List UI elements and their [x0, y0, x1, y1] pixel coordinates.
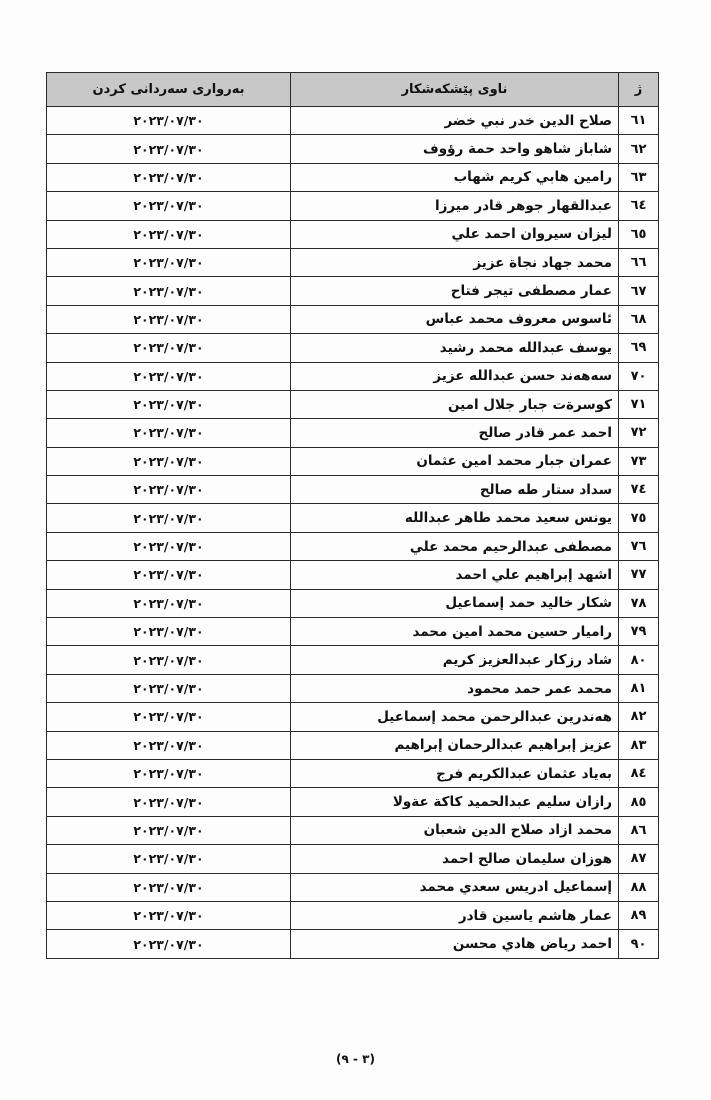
row-number: ٦٣	[619, 163, 659, 191]
row-number: ٨٥	[619, 788, 659, 816]
row-number: ٨٢	[619, 703, 659, 731]
row-number: ٨٩	[619, 901, 659, 929]
applicant-name: عبدالقهار جوهر قادر ميرزا	[291, 192, 619, 220]
visit-date: ٢٠٢٣/٠٧/٣٠	[47, 788, 291, 816]
row-number: ٦١	[619, 107, 659, 135]
table-row	[47, 163, 659, 191]
table-row	[47, 532, 659, 560]
visit-date: ٢٠٢٣/٠٧/٣٠	[47, 305, 291, 333]
row-number: ٧١	[619, 390, 659, 418]
visit-date: ٢٠٢٣/٠٧/٣٠	[47, 703, 291, 731]
visit-date: ٢٠٢٣/٠٧/٣٠	[47, 504, 291, 532]
table-row	[47, 646, 659, 674]
visit-date: ٢٠٢٣/٠٧/٣٠	[47, 248, 291, 276]
table-row	[47, 901, 659, 929]
header-number: ژ	[619, 73, 659, 107]
table-row	[47, 873, 659, 901]
table-row	[47, 674, 659, 702]
visit-date: ٢٠٢٣/٠٧/٣٠	[47, 646, 291, 674]
visit-date: ٢٠٢٣/٠٧/٣٠	[47, 731, 291, 759]
applicant-name: عمار هاشم ياسين قادر	[291, 901, 619, 929]
applicant-name: مصطفى عبدالرحيم محمد علي	[291, 532, 619, 560]
row-number: ٨١	[619, 674, 659, 702]
row-number: ٦٩	[619, 334, 659, 362]
visit-date: ٢٠٢٣/٠٧/٣٠	[47, 476, 291, 504]
visit-date: ٢٠٢٣/٠٧/٣٠	[47, 419, 291, 447]
visit-date: ٢٠٢٣/٠٧/٣٠	[47, 220, 291, 248]
applicant-name: عمار مصطفى تيجر فتاح	[291, 277, 619, 305]
applicant-name: إسماعيل ادريس سعدي محمد	[291, 873, 619, 901]
visit-date: ٢٠٢٣/٠٧/٣٠	[47, 873, 291, 901]
row-number: ٦٧	[619, 277, 659, 305]
row-number: ٦٥	[619, 220, 659, 248]
table-row	[47, 220, 659, 248]
applicant-name: ئاسوس معروف محمد عباس	[291, 305, 619, 333]
row-number: ٨٨	[619, 873, 659, 901]
visit-date: ٢٠٢٣/٠٧/٣٠	[47, 362, 291, 390]
visit-date: ٢٠٢٣/٠٧/٣٠	[47, 816, 291, 844]
table-row	[47, 703, 659, 731]
applicant-name: يونس سعيد محمد طاهر عبدالله	[291, 504, 619, 532]
table-header-row	[47, 73, 659, 107]
table-row	[47, 504, 659, 532]
applicant-name: محمد عمر حمد محمود	[291, 674, 619, 702]
applicant-name: سەهەند حسن عبدالله عزيز	[291, 362, 619, 390]
row-number: ٨٦	[619, 816, 659, 844]
visit-date: ٢٠٢٣/٠٧/٣٠	[47, 618, 291, 646]
visit-date: ٢٠٢٣/٠٧/٣٠	[47, 845, 291, 873]
visit-date: ٢٠٢٣/٠٧/٣٠	[47, 901, 291, 929]
header-applicant-name: ناوی پێشکەشکار	[291, 73, 619, 107]
applicant-name: احمد رياض هادي محسن	[291, 930, 619, 958]
applicant-name: شاد رزكار عبدالعزيز كريم	[291, 646, 619, 674]
visit-date: ٢٠٢٣/٠٧/٣٠	[47, 135, 291, 163]
visit-date: ٢٠٢٣/٠٧/٣٠	[47, 163, 291, 191]
table-row	[47, 845, 659, 873]
applicant-name: اشهد إبراهيم علي احمد	[291, 561, 619, 589]
table-row	[47, 930, 659, 958]
applicant-name: عمران جبار محمد امين عثمان	[291, 447, 619, 475]
visit-date: ٢٠٢٣/٠٧/٣٠	[47, 277, 291, 305]
visit-date: ٢٠٢٣/٠٧/٣٠	[47, 192, 291, 220]
applicant-name: هوزان سليمان صالح احمد	[291, 845, 619, 873]
visit-date: ٢٠٢٣/٠٧/٣٠	[47, 107, 291, 135]
table-row	[47, 305, 659, 333]
row-number: ٦٢	[619, 135, 659, 163]
table-row	[47, 618, 659, 646]
applicant-name: شاباز شاهو واحد حمة رؤوف	[291, 135, 619, 163]
row-number: ٨٣	[619, 731, 659, 759]
visit-date: ٢٠٢٣/٠٧/٣٠	[47, 589, 291, 617]
table-row	[47, 447, 659, 475]
row-number: ٦٨	[619, 305, 659, 333]
table-row	[47, 248, 659, 276]
row-number: ٨٤	[619, 759, 659, 787]
applicant-name: ليزان سيروان احمد علي	[291, 220, 619, 248]
applicant-name: عزيز إبراهيم عبدالرحمان إبراهيم	[291, 731, 619, 759]
table-row	[47, 476, 659, 504]
row-number: ٧٩	[619, 618, 659, 646]
applicant-name: محمد ازاد صلاح الدين شعبان	[291, 816, 619, 844]
visit-date: ٢٠٢٣/٠٧/٣٠	[47, 561, 291, 589]
row-number: ٧٦	[619, 532, 659, 560]
row-number: ٨٧	[619, 845, 659, 873]
visit-date: ٢٠٢٣/٠٧/٣٠	[47, 334, 291, 362]
row-number: ٧٥	[619, 504, 659, 532]
applicant-name: رامين هابي كريم شهاب	[291, 163, 619, 191]
table-row	[47, 419, 659, 447]
table-row	[47, 816, 659, 844]
applicant-name: راميار حسين محمد امين محمد	[291, 618, 619, 646]
table-row	[47, 390, 659, 418]
table-row	[47, 759, 659, 787]
table-body	[47, 107, 659, 959]
visit-date: ٢٠٢٣/٠٧/٣٠	[47, 930, 291, 958]
row-number: ٧٣	[619, 447, 659, 475]
row-number: ٧٠	[619, 362, 659, 390]
table-row	[47, 788, 659, 816]
applicant-name: احمد عمر قادر صالح	[291, 419, 619, 447]
visit-date: ٢٠٢٣/٠٧/٣٠	[47, 759, 291, 787]
applicant-name: محمد جهاد نجاة عزيز	[291, 248, 619, 276]
visit-date: ٢٠٢٣/٠٧/٣٠	[47, 447, 291, 475]
row-number: ٧٢	[619, 419, 659, 447]
applicant-name: صلاح الدين خدر نبي خضر	[291, 107, 619, 135]
row-number: ٩٠	[619, 930, 659, 958]
applicant-name: بەياد عثمان عبدالكريم فرج	[291, 759, 619, 787]
table-row	[47, 589, 659, 617]
applicant-name: هەندرين عبدالرحمن محمد إسماعيل	[291, 703, 619, 731]
table-row	[47, 107, 659, 135]
table-row	[47, 277, 659, 305]
table-row	[47, 362, 659, 390]
visit-date: ٢٠٢٣/٠٧/٣٠	[47, 532, 291, 560]
table-row	[47, 192, 659, 220]
applicant-name: سداد ستار طه صالح	[291, 476, 619, 504]
row-number: ٧٧	[619, 561, 659, 589]
row-number: ٦٦	[619, 248, 659, 276]
table-row	[47, 731, 659, 759]
table-row	[47, 135, 659, 163]
applicant-name: كوسرةت جبار جلال امين	[291, 390, 619, 418]
table-row	[47, 334, 659, 362]
header-visit-date: بەرواری سەردانی کردن	[47, 73, 291, 107]
visit-date: ٢٠٢٣/٠٧/٣٠	[47, 674, 291, 702]
row-number: ٨٠	[619, 646, 659, 674]
applicant-name: رازان سليم عبدالحميد كاكة عةولا	[291, 788, 619, 816]
applicant-name: يوسف عبدالله محمد رشيد	[291, 334, 619, 362]
applicants-table	[46, 72, 659, 959]
applicant-name: شكار خاليد حمد إسماعيل	[291, 589, 619, 617]
row-number: ٦٤	[619, 192, 659, 220]
table-row	[47, 561, 659, 589]
visit-date: ٢٠٢٣/٠٧/٣٠	[47, 390, 291, 418]
row-number: ٧٨	[619, 589, 659, 617]
page-number: (٣ - ٩)	[336, 1052, 375, 1066]
row-number: ٧٤	[619, 476, 659, 504]
